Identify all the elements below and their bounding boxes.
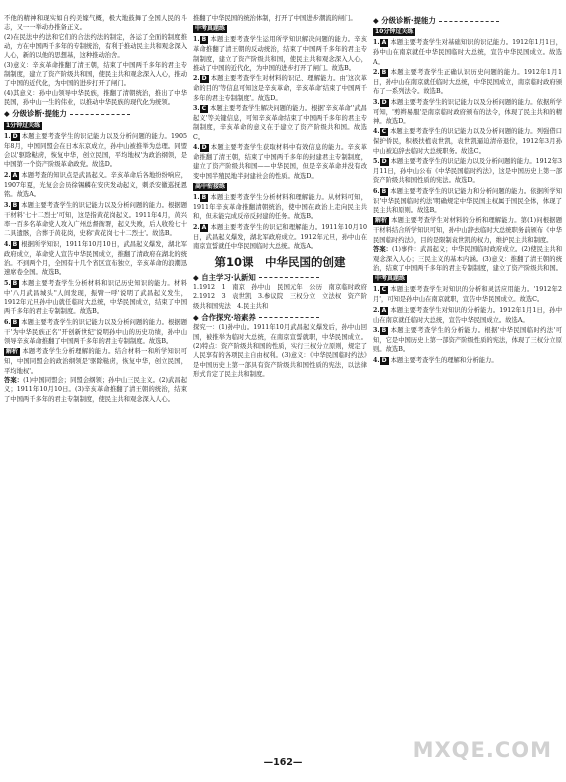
answer-item: 1. D 本题主要考查学生的识记能力以及分析问题的能力。1905年8月，中国同盟会在日本东京成立，孙中山被推举为总理。同盟会以'驱除鞑虏，恢复中华，创立民国，平均地权'为政治纲领，是中国第一个资产阶级革命政党。故选D。 (4, 132, 187, 169)
dashed-rule (70, 114, 130, 115)
paragraph: 1.1912 1 南京 孙中山 民国元年 公历 南京临时政府 2.1912 3 袁世凯 3.参议院 三权分立 立法权 资产阶级共和国宪法 4.民主共和 (193, 283, 374, 310)
answer-item: 1. B 本题主要考查学生运用所学知识解决问题的能力。辛亥革命推翻了清王朝的反动统治，结束了中国两千多年的君主专制制度，建立了资产阶级共和国，使民主共和观念深入人心，推动了中国的近代化，为中国的进步打开了闸门。故选B。 (193, 36, 367, 73)
chapter-title: 第10课 中华民国的创建 (214, 254, 346, 269)
section-heading: ◆ 合作探究·培素养 (193, 313, 367, 322)
practice-tag: 10分钟过关练 (375, 28, 414, 36)
answer-item: 1. C 本题主要考查学生对知识的分析和灵活应用能力。'1912年2月'，可知是孙中山在南京就职，宣告中华民国成立。故选C。 (373, 286, 562, 304)
analysis-item: 解析 本题主要考查学生对材料的分析和理解能力。第(1)问根据题干材料结合所学知识可知，孙中山辞去临时大总统职务前颁布《中华民国临时约法》，目的是限制袁世凯的权力，维护民主共和制度。 (373, 217, 562, 244)
analysis-item: 解析 本题考查学生分析理解的能力。结合材料一和所学知识可知，中国同盟会的政治纲领是'驱除鞑虏，恢复中华，创立民国，平均地权'。 (4, 348, 187, 375)
answer-item: 6. B 本题主要考查学生的识记能力以及分析问题的能力。根据题干'为中华民族正名''开创新世纪'说明孙中山的历史功绩，孙中山领导辛亥革命推翻了中国两千多年的君主专制制度。故选B。 (4, 318, 187, 345)
answer-item: 6. B 本题主要考查学生的识记能力和分析问题的能力。依据所学知识'中华民国临时约法'明确规定中华民国主权属于国民全体，体现了民主共和原则。故选B。 (373, 187, 562, 215)
answer-item: 2. D 本题主要考查学生对材料的识记、理解能力。由'这次革命的目的'等信息可知这是辛亥革命，辛亥革命'结束了中国两千多年的君主专制制度'。故选D。 (193, 75, 367, 102)
dashed-rule (259, 277, 319, 278)
practice-tag: 1分钟过关练 (6, 121, 41, 129)
answer-item: 1. B 本题主要考查学生分析材料和理解能力。从材料可知，1911年辛亥革命推翻清朝统治，使中国在政治上走向民主共和，但未能完成反帝反封建的任务。故选B。 (193, 194, 367, 221)
column-right (373, 14, 562, 756)
answer-item: 2. B 本题主要考查学生正确认识历史问题的能力。1912年1月1日，孙中山在南京就任临时大总统，中华民国成立，南京临时政府颁布了一系列法令。故选B。 (373, 69, 562, 96)
section-heading: ◆ 分级诊断·提能力 (373, 16, 562, 25)
answer-item: 4. D 本题主要考查学生获取材料中有效信息的能力。辛亥革命推翻了清王朝，结束了中国两千多年的封建君主专制制度，建立了资产阶级共和国——中华民国，但是辛亥革命并没有改变中国半殖民地半封建社会的性质。故选D。 (193, 144, 367, 180)
answer-text: 答案：(1)中国同盟会；同盟会纲领；孙中山三民主义。(2)武昌起义；1911年10月10日。(3)辛亥革命推翻了清王朝的统治，结束了中国两千多年的君主专制制度，使民主共和观念深入人心。 (4, 376, 188, 403)
answer-item: 3. B 本题主要考查学生的分析能力。根据'中华民国临时约法'可知，它是中国历史上第一部资产阶级性质的宪法，体现了三权分立原则。故选B。 (373, 326, 562, 354)
answer-item: 4. C 本题主要考查学生的识记能力以及分析问题的能力。列强借口保护侨民，积极扶植袁世凯，袁世凯逼迫清帝退位，1912年3月孙中山被迫辞去临时大总统职务。故选C。 (373, 128, 562, 155)
watermark: MXQE.COM (412, 738, 552, 762)
section-marker-icon: ◆ (4, 109, 13, 119)
answer-item: 3. D 本题主要考查学生的识记能力以及分析问题的能力。依据所学可知，'剪辫易服'是南京临时政府颁布的法令，体现了民主共和的精神。故选D。 (373, 98, 562, 126)
answer-item: 5. D 本题主要考查学生的识记能力以及分析问题的能力。1912年3月11日，孙中山公布《中华民国临时约法》，这是中国历史上第一部资产阶级共和国性质的宪法。故选D。 (373, 158, 562, 185)
section-marker-icon: ◆ (193, 272, 202, 282)
paragraph: 探究一：(1)孙中山。1911年10月武昌起义爆发后，孙中山回国，被推举为临时大总统，在南京宣誓就职，中华民国成立。(2)特点：资产阶级共和国的性质，实行三权分立原则，规定了人民享有的各项民主自由权利。(3)意义：《中华民国临时约法》是中国历史上第一部具有资产阶级共和国性质的宪法，以法律形式肯定了民主共和制度。 (193, 324, 367, 378)
paragraph: (3)意义：辛亥革命推翻了清王朝，结束了中国两千多年的君主专制制度，建立了资产阶级共和国，使民主共和观念深入人心，推动了中国的近代化，为中国的进步打开了闸门。 (4, 61, 187, 88)
paragraph: 推翻了中华民国的统治体制，打开了中国进步潮流的闸门。 (193, 15, 357, 22)
section-marker-icon: ◆ (193, 312, 202, 322)
answer-item: 1. A 本题主要考查学生对基础知识的识记能力。1912年1月1日，孙中山在南京就任中华民国临时大总统，宣告中华民国成立。故选A。 (373, 39, 562, 66)
answer-item: 5. B 本题主要考查学生分析材料和识记历史知识的能力。材料中'八月武昌城头''人间发现，振臂一呼'说明了武昌起义发生，1912年元旦孙中山就任临时大总统，中华民国成立，结束了中国两千多年的君主专制制度。故选B。 (4, 279, 187, 316)
answer-item: 2. A 本题主要考查学生对知识的分析能力。1912年1月1日，孙中山在南京就任临时大总统，宣告中华民国成立。故选A。 (373, 306, 562, 324)
answer-item: 3. B 本题主要考查学生的识记能力以及分析问题的能力。根据题干材料'七十二烈士'可知，这是指黄花岗起义。1911年4月，黄兴率一百多名革命党人攻入广州总督衙署，起义失败，后人收殓七十二具遗骸，合葬于黄花岗，史称'黄花岗七十二烈士'。故选B。 (4, 201, 187, 238)
paragraph: 不他的精神和现实如自约美嫁气概，极大地鼓舞了全国人民的斗志，又一一举动办推备正义。 (4, 15, 187, 32)
page-number: —162— (263, 757, 303, 768)
column-middle (193, 14, 374, 756)
dashed-rule (439, 21, 499, 22)
column-left (4, 14, 187, 756)
answer-text: 答案：(1)事件：武昌起义；中华民国临时政府成立。(2)使民主共和观念深入人心；三民主义的基本内涵。(3)意义：推翻了清王朝的统治，结束了中国两千多年的君主专制制度，建立了资产阶级共和国。 (373, 246, 562, 272)
section-heading: ◆ 自主学习·认新知 (193, 273, 367, 282)
answer-item: 3. C 本题主要考查学生解决问题的能力。根据'辛亥革命''武昌起义'等关键信息，可知辛亥革命结束了中国两千多年的君主专制制度，辛亥革命的意义在于建立了资产阶级共和国。故选C。 (193, 105, 367, 141)
answer-item: 2. A 本题主要考查学生的识记和理解能力。1911年10月10日，武昌起义爆发，湖北军政府成立。1912年元旦，孙中山在南京宣誓就任中华民国临时大总统。故选A。 (193, 223, 367, 251)
paragraph: (2)在民法中约法和它们的合法约法的制定，各运了全面的制度推动，方在中国两千多年的专制统治，有利于推动民主共和观念深入人心，新的以他的思想基，这种推动治舍。 (4, 33, 187, 60)
practice-tag: 中考真题练 (195, 25, 226, 33)
answer-item: 4. B 根据所学知识，1911年10月10日，武昌起义爆发，湖北军政府成立，革命党人宣告中华民国成立，推翻了清政府在湖北的统治。不到两个月，全国有十几个省区宣布独立，辛亥革命的浪潮迅速席卷全国。故选B。 (4, 240, 187, 277)
answer-item: 4. D 本题主要考查学生的理解和分析能力。 (373, 356, 498, 364)
answer-item: 2. A 本题考查的知识点是武昌起义。辛亥革命后各地纷纷响应，1907年夏，光复会会员徐锡麟在安庆发动起义，刺杀安徽巡抚恩铭。故选A。 (4, 171, 187, 199)
paragraph: (4)其意义：孙中山领导中华民族，推翻了清朝统治，推出了中华民国，孙中山一生的伟业，以推动中华民族的现代化为统领。 (4, 89, 187, 107)
practice-tag: 高中衔接练 (195, 183, 226, 191)
section-marker-icon: ◆ (373, 16, 382, 25)
section-heading: ◆ 分级诊断·提能力 (4, 109, 187, 118)
practice-tag: 中考真题练 (375, 275, 406, 283)
dashed-rule (259, 317, 319, 318)
